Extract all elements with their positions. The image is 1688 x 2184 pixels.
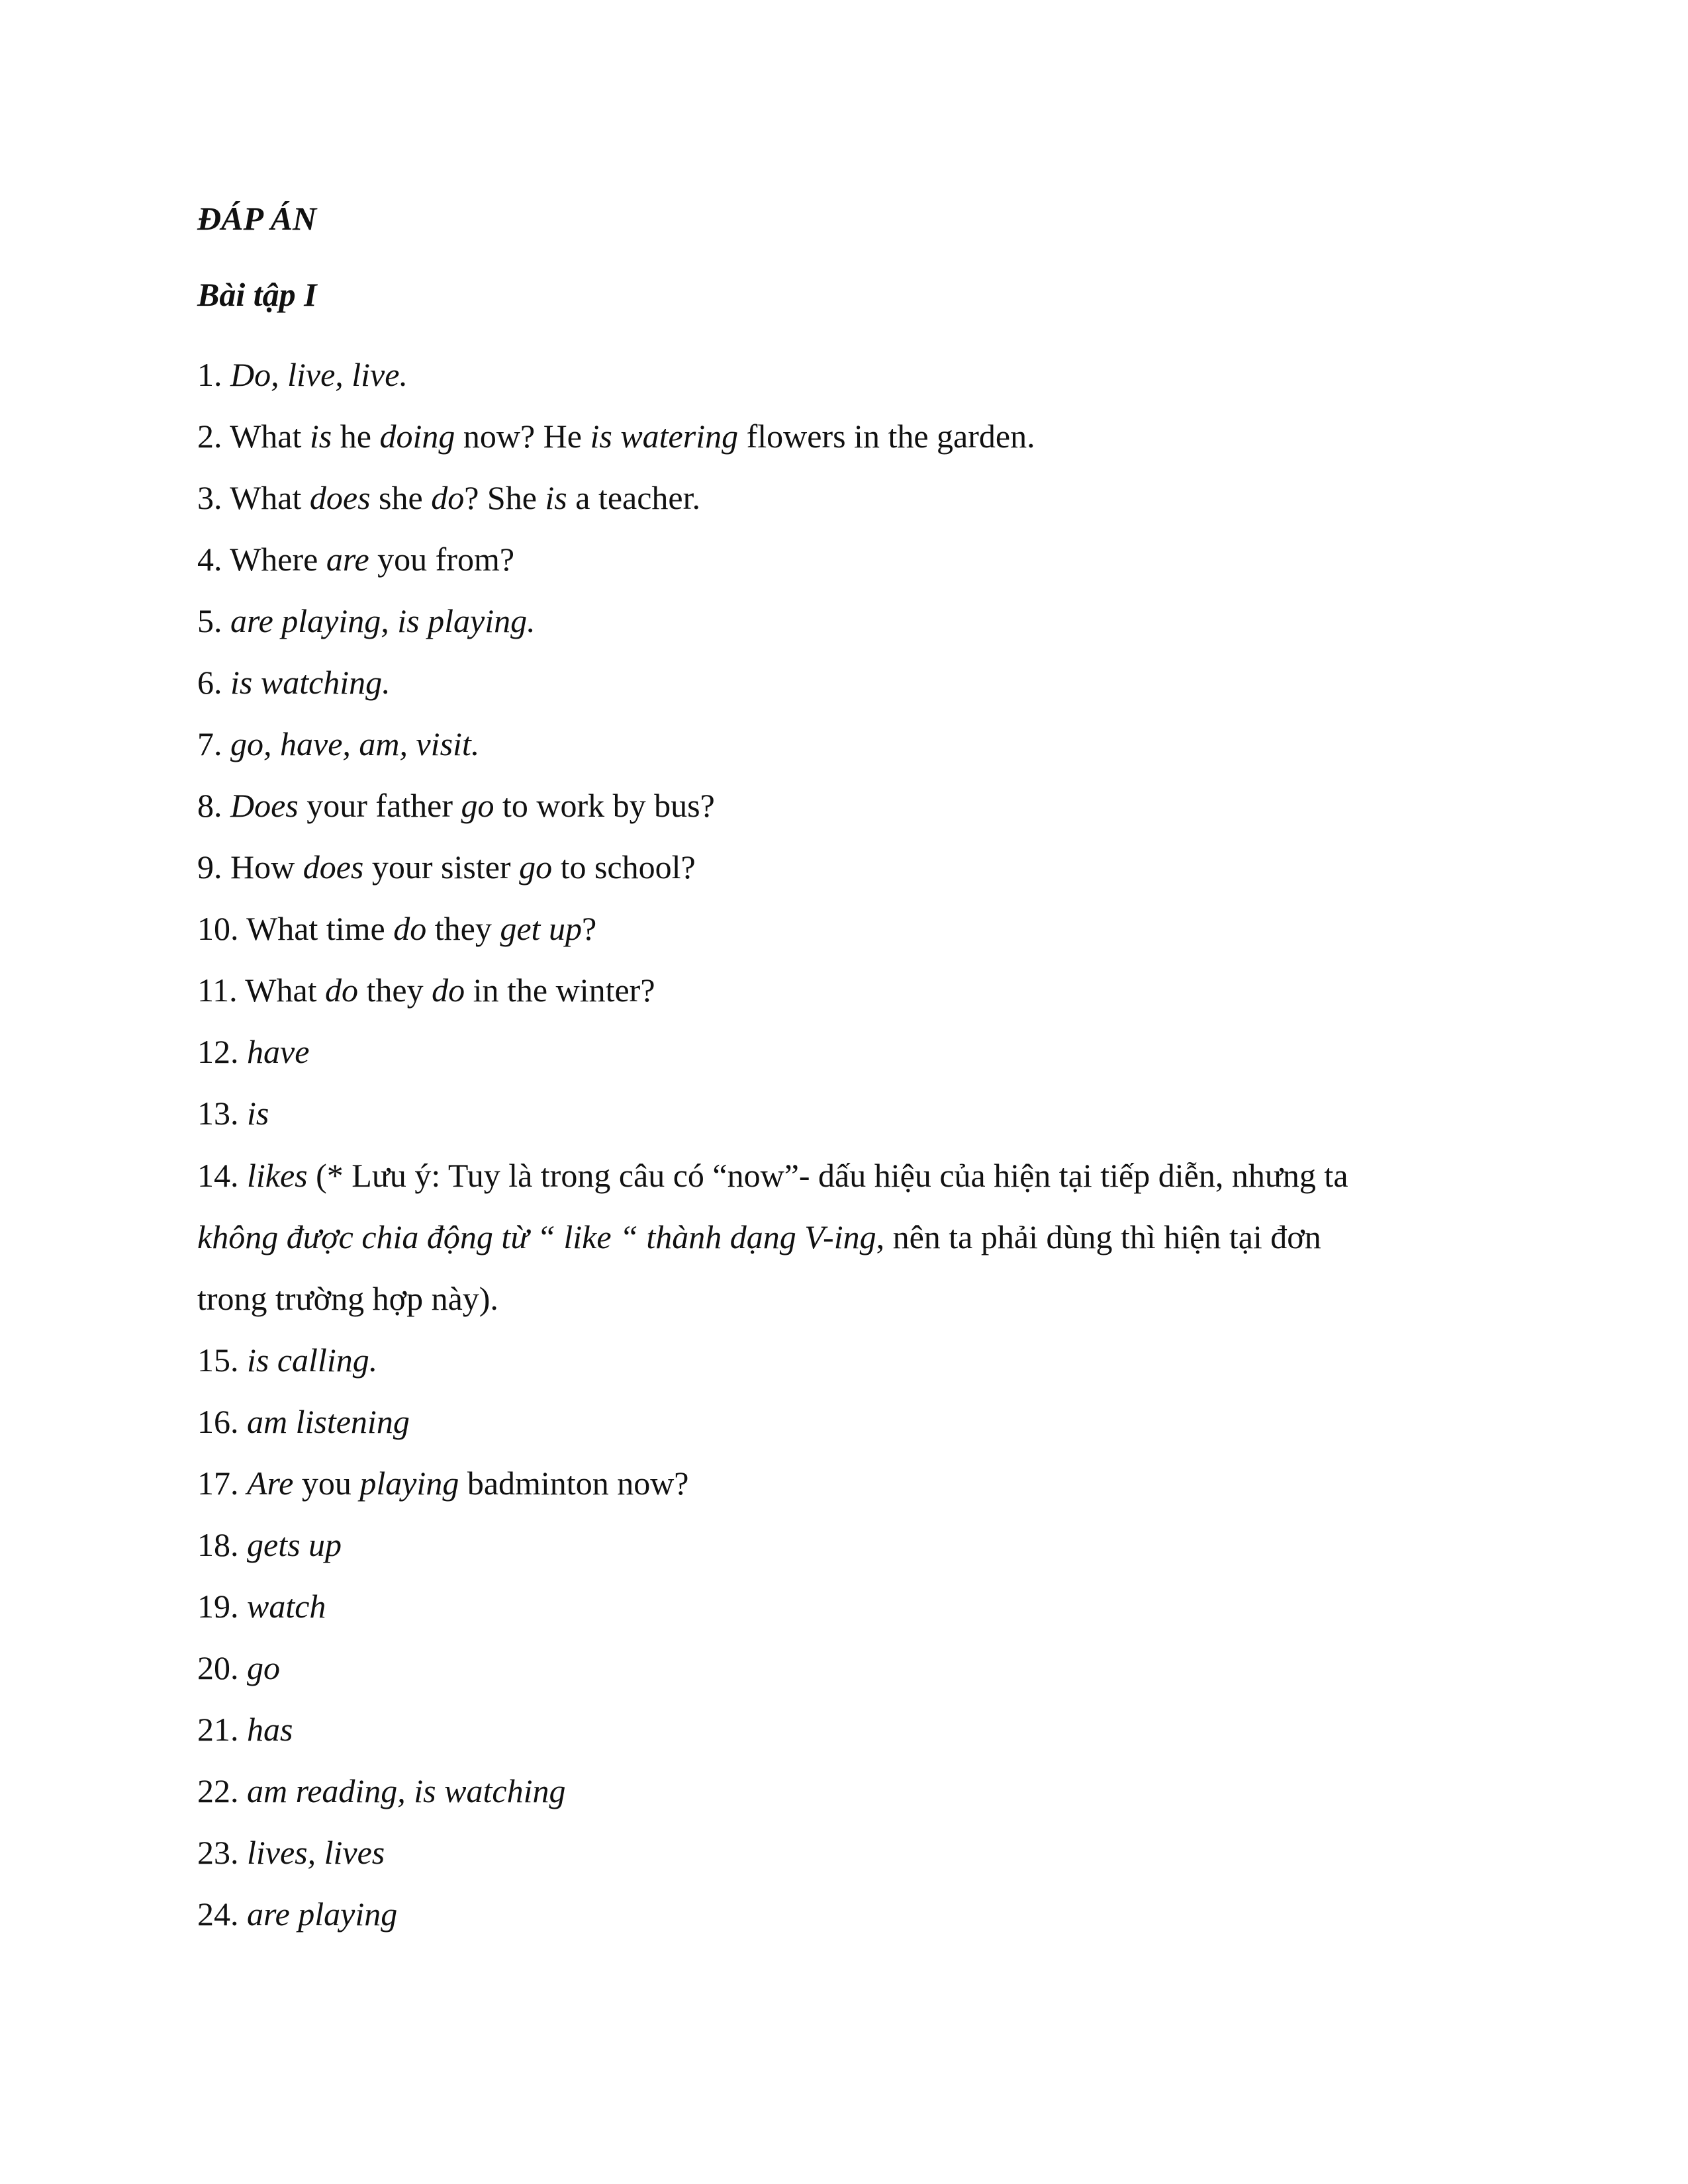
answer-verb: doing	[379, 418, 455, 455]
answer-item	[197, 1525, 342, 1565]
answer-verb: watch	[247, 1588, 326, 1625]
answer-text: flowers in the garden.	[738, 418, 1035, 455]
answer-item	[197, 539, 514, 579]
page-title: ĐÁP ÁN	[197, 200, 317, 237]
answer-verb: go	[461, 787, 494, 824]
answer-item	[197, 416, 1035, 456]
answer-item	[197, 478, 700, 518]
answer-verb: am reading, is watching	[247, 1772, 566, 1809]
answer-text: he	[332, 418, 380, 455]
answer-verb: Do, live, live.	[230, 356, 408, 393]
answer-number: 12.	[197, 1033, 247, 1070]
answer-item	[197, 1894, 397, 1934]
answer-item	[197, 1463, 689, 1503]
answer-verb: playing	[359, 1465, 459, 1502]
answer-text: she	[370, 479, 432, 516]
answer-verb: get up	[500, 910, 582, 947]
answer-continuation	[197, 1279, 498, 1318]
answer-item	[197, 1586, 326, 1626]
answer-verb: does	[309, 479, 371, 516]
answer-verb: am listening	[247, 1403, 410, 1440]
answer-number: 3.	[197, 479, 230, 516]
answer-text: What	[245, 972, 326, 1009]
answer-number: 24.	[197, 1895, 247, 1933]
answer-number: 23.	[197, 1834, 247, 1871]
answer-text: What	[230, 418, 310, 455]
answer-item	[197, 1032, 309, 1071]
answer-verb: is watering	[590, 418, 739, 455]
answer-item	[197, 1771, 565, 1811]
answer-verb: are playing, is playing.	[230, 602, 536, 639]
answer-verb: are	[326, 541, 369, 578]
answer-item	[197, 724, 479, 764]
answer-item	[197, 847, 696, 887]
answer-number: 22.	[197, 1772, 247, 1809]
answer-number: 1.	[197, 356, 230, 393]
answer-item	[197, 1833, 385, 1872]
answer-number: 6.	[197, 664, 230, 701]
answer-item	[197, 1402, 410, 1441]
answer-verb: likes	[247, 1157, 308, 1194]
answer-number: 13.	[197, 1095, 247, 1132]
answer-number: 19.	[197, 1588, 247, 1625]
answer-text: now? He	[455, 418, 590, 455]
answer-number: 16.	[197, 1403, 247, 1440]
answer-item	[197, 662, 391, 702]
answer-verb: has	[247, 1711, 293, 1748]
answer-number: 11.	[197, 972, 246, 1009]
answer-verb: is watching.	[230, 664, 391, 701]
answer-verb: does	[303, 848, 364, 886]
answer-number: 9.	[197, 848, 230, 886]
answer-text: your sister	[363, 848, 520, 886]
answer-text: a teacher.	[567, 479, 701, 516]
answer-number: 5.	[197, 602, 230, 639]
answer-verb: is calling.	[247, 1342, 378, 1379]
answer-text: to work by bus?	[494, 787, 715, 824]
answer-verb: go	[519, 848, 553, 886]
answer-verb: is	[247, 1095, 269, 1132]
answer-verb: go	[247, 1649, 280, 1686]
answer-text: ? She	[464, 479, 545, 516]
answer-number: 17.	[197, 1465, 247, 1502]
answer-text: you	[293, 1465, 360, 1502]
answer-verb: do	[393, 910, 427, 947]
answer-number: 2.	[197, 418, 230, 455]
answer-verb: Does	[230, 787, 299, 824]
answer-verb: không được chia động từ “ like “ thành dạng V-ing	[197, 1218, 876, 1255]
answer-verb: do	[325, 972, 359, 1009]
answer-text: to school?	[552, 848, 696, 886]
answer-verb: lives, lives	[247, 1834, 385, 1871]
answer-verb: do	[431, 479, 465, 516]
answer-item	[197, 909, 596, 948]
answer-number: 10.	[197, 910, 247, 947]
answer-text: they	[426, 910, 500, 947]
answer-item	[197, 970, 655, 1010]
answer-verb: do	[432, 972, 465, 1009]
answer-item	[197, 1648, 280, 1688]
answer-text: in the winter?	[465, 972, 655, 1009]
section-title: Bài tập I	[197, 276, 317, 313]
answer-item	[197, 1709, 293, 1749]
answer-verb: go, have, am, visit.	[230, 725, 480, 762]
answer-text: How	[230, 848, 303, 886]
answer-number: 20.	[197, 1649, 247, 1686]
answer-text: What	[230, 479, 310, 516]
answer-number: 7.	[197, 725, 230, 762]
answer-text: badminton now?	[459, 1465, 689, 1502]
answer-item	[197, 1093, 269, 1133]
answer-verb: gets up	[247, 1526, 342, 1563]
answer-item	[197, 1156, 1348, 1195]
answer-verb: Are	[247, 1465, 294, 1502]
answer-text: they	[358, 972, 432, 1009]
answer-continuation	[197, 1217, 1321, 1257]
answer-verb: have	[247, 1033, 310, 1070]
answer-text: trong trường hợp này).	[197, 1280, 498, 1317]
answer-number: 21.	[197, 1711, 247, 1748]
answer-text: you from?	[369, 541, 515, 578]
answer-text: What time	[246, 910, 394, 947]
answer-verb: is	[309, 418, 332, 455]
answer-text: ?	[581, 910, 597, 947]
answer-number: 18.	[197, 1526, 247, 1563]
answer-text: your father	[298, 787, 461, 824]
answer-verb: is	[545, 479, 567, 516]
answer-text: , nên ta phải dùng thì hiện tại đơn	[876, 1218, 1321, 1255]
answer-text: (* Lưu ý: Tuy là trong câu có “now”- dấu hiệu của hiện tại tiếp diễn, nhưng ta	[307, 1157, 1348, 1194]
answer-number: 4.	[197, 541, 230, 578]
answer-item	[197, 1340, 377, 1380]
answer-text: Where	[230, 541, 326, 578]
answer-item	[197, 786, 715, 825]
answer-item	[197, 601, 536, 641]
answer-item	[197, 355, 408, 394]
answer-verb: are playing	[247, 1895, 398, 1933]
answer-number: 14.	[197, 1157, 247, 1194]
answer-number: 8.	[197, 787, 230, 824]
answer-number: 15.	[197, 1342, 247, 1379]
